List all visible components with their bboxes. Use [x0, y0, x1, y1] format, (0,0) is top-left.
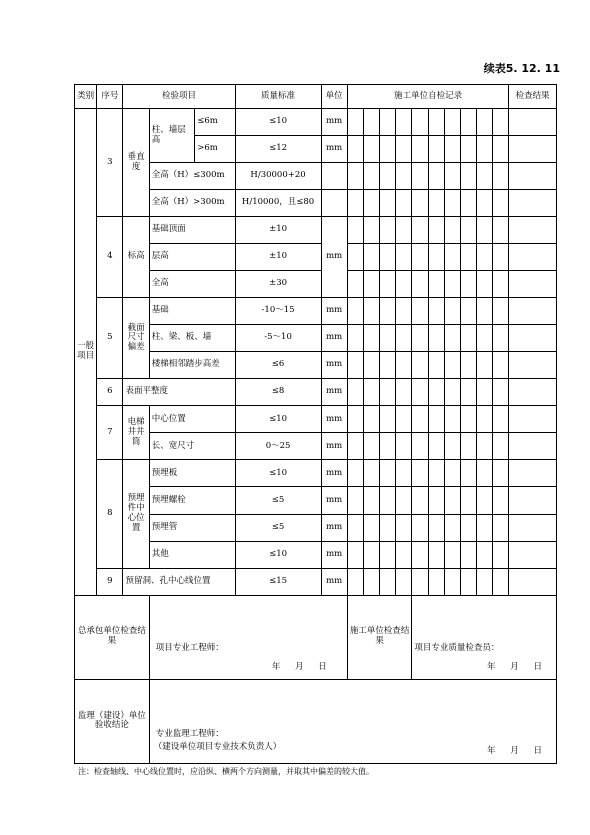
record-cell[interactable] [460, 379, 476, 406]
result-cell[interactable] [509, 514, 557, 541]
record-cell[interactable] [347, 190, 363, 217]
record-cell[interactable] [380, 433, 396, 460]
record-cell[interactable] [412, 109, 428, 136]
group-name: 电梯井井筒 [123, 406, 149, 460]
supervision-sign-area[interactable] [149, 679, 556, 763]
record-cell[interactable] [347, 514, 363, 541]
header-standard: 质量标准 [235, 85, 321, 109]
record-cell[interactable] [444, 163, 460, 190]
record-cell[interactable] [412, 298, 428, 325]
result-cell[interactable] [509, 541, 557, 568]
record-cell[interactable] [477, 325, 493, 352]
record-cell[interactable] [428, 244, 444, 271]
item-cell: 表面平整度 [123, 379, 235, 406]
record-cell[interactable] [428, 460, 444, 487]
unit-cell: mm [321, 541, 347, 568]
record-cell[interactable] [363, 406, 379, 433]
result-cell[interactable] [509, 352, 557, 379]
header-record: 施工单位自检记录 [347, 85, 509, 109]
record-cell[interactable] [493, 271, 509, 298]
record-cell[interactable] [380, 136, 396, 163]
unit-cell: mm [321, 217, 347, 298]
record-cell[interactable] [477, 487, 493, 514]
construction-inspector-label: 项目专业质量检查员： [414, 642, 500, 653]
record-cell[interactable] [428, 190, 444, 217]
record-cell[interactable] [363, 460, 379, 487]
result-cell[interactable] [509, 217, 557, 244]
standard-cell: ≤8 [235, 379, 321, 406]
record-cell[interactable] [412, 244, 428, 271]
record-cell[interactable] [460, 298, 476, 325]
record-cell[interactable] [477, 271, 493, 298]
record-cell[interactable] [477, 514, 493, 541]
unit-cell: mm [321, 433, 347, 460]
record-cell[interactable] [428, 298, 444, 325]
record-cell[interactable] [396, 217, 412, 244]
signoff-row-supervision [75, 679, 557, 763]
record-cell[interactable] [412, 514, 428, 541]
record-cell[interactable] [444, 109, 460, 136]
group-name: 预埋件中心位置 [123, 460, 149, 568]
standard-cell: ±10 [235, 244, 321, 271]
result-cell[interactable] [509, 163, 557, 190]
record-cell[interactable] [380, 244, 396, 271]
record-cell[interactable] [412, 352, 428, 379]
record-cell[interactable] [347, 109, 363, 136]
record-cell[interactable] [493, 109, 509, 136]
record-cell[interactable] [363, 379, 379, 406]
record-cell[interactable] [380, 109, 396, 136]
record-cell[interactable] [347, 163, 363, 190]
record-cell[interactable] [444, 136, 460, 163]
item-cell: 中心位置 [149, 406, 235, 433]
record-cell[interactable] [444, 406, 460, 433]
record-cell[interactable] [363, 244, 379, 271]
record-cell[interactable] [477, 406, 493, 433]
header-item: 检验项目 [123, 85, 235, 109]
record-cell[interactable] [380, 541, 396, 568]
unit-cell: mm [321, 379, 347, 406]
record-cell[interactable] [428, 163, 444, 190]
standard-cell: -5～10 [235, 325, 321, 352]
group-no: 7 [97, 406, 123, 460]
record-cell[interactable] [428, 487, 444, 514]
record-cell[interactable] [412, 460, 428, 487]
record-cell[interactable] [444, 217, 460, 244]
record-cell[interactable] [363, 109, 379, 136]
record-cell[interactable] [477, 460, 493, 487]
record-cell[interactable] [460, 136, 476, 163]
unit-cell: mm [321, 136, 347, 163]
table-row [75, 217, 557, 244]
record-cell[interactable] [380, 217, 396, 244]
result-cell[interactable] [509, 433, 557, 460]
record-cell[interactable] [428, 271, 444, 298]
general-contractor-sign-area[interactable] [149, 595, 347, 679]
record-cell[interactable] [347, 352, 363, 379]
item-cell: 基础 [149, 298, 235, 325]
record-cell[interactable] [493, 298, 509, 325]
record-cell[interactable] [460, 325, 476, 352]
record-cell[interactable] [396, 298, 412, 325]
record-cell[interactable] [412, 379, 428, 406]
record-cell[interactable] [428, 433, 444, 460]
standard-cell: ≤12 [235, 136, 321, 163]
record-cell[interactable] [347, 541, 363, 568]
record-cell[interactable] [444, 298, 460, 325]
item-cell: 全高（H）>300m [149, 190, 235, 217]
standard-cell: ≤10 [235, 109, 321, 136]
group-no: 8 [97, 460, 123, 568]
general-contractor-engineer-label: 项目专业工程师： [155, 642, 224, 653]
record-cell[interactable] [444, 433, 460, 460]
record-cell[interactable] [396, 352, 412, 379]
record-cell[interactable] [477, 568, 493, 595]
record-cell[interactable] [363, 298, 379, 325]
record-cell[interactable] [363, 541, 379, 568]
result-cell[interactable] [509, 568, 557, 595]
header-result: 检查结果 [509, 85, 557, 109]
record-cell[interactable] [412, 190, 428, 217]
standard-cell: H/30000+20 [235, 163, 321, 190]
record-cell[interactable] [380, 514, 396, 541]
result-cell[interactable] [509, 379, 557, 406]
result-cell[interactable] [509, 460, 557, 487]
record-cell[interactable] [363, 217, 379, 244]
record-cell[interactable] [460, 190, 476, 217]
record-cell[interactable] [477, 163, 493, 190]
record-cell[interactable] [493, 514, 509, 541]
record-cell[interactable] [477, 352, 493, 379]
result-cell[interactable] [509, 487, 557, 514]
record-cell[interactable] [428, 541, 444, 568]
general-contractor-label: 总承包单位检查结果 [75, 595, 150, 679]
record-cell[interactable] [493, 217, 509, 244]
record-cell[interactable] [412, 541, 428, 568]
result-cell[interactable] [509, 136, 557, 163]
header-unit: 单位 [321, 85, 347, 109]
record-cell[interactable] [428, 514, 444, 541]
supervision-label: 监理（建设）单位验收结论 [75, 679, 150, 763]
record-cell[interactable] [363, 514, 379, 541]
record-cell[interactable] [477, 190, 493, 217]
record-cell[interactable] [363, 568, 379, 595]
record-cell[interactable] [444, 514, 460, 541]
record-cell[interactable] [460, 163, 476, 190]
record-cell[interactable] [493, 406, 509, 433]
standard-cell: ≤10 [235, 406, 321, 433]
record-cell[interactable] [428, 109, 444, 136]
record-cell[interactable] [444, 379, 460, 406]
table-row [75, 109, 557, 136]
item-cell: >6m [195, 136, 235, 163]
table-row [75, 379, 557, 406]
record-cell[interactable] [380, 163, 396, 190]
record-cell[interactable] [444, 352, 460, 379]
record-cell[interactable] [428, 217, 444, 244]
item-cell: 长、宽尺寸 [149, 433, 235, 460]
record-cell[interactable] [477, 244, 493, 271]
result-cell[interactable] [509, 325, 557, 352]
standard-cell: ±10 [235, 217, 321, 244]
supervision-note: （建设单位项目专业技术负责人） [153, 742, 282, 753]
record-cell[interactable] [493, 190, 509, 217]
record-cell[interactable] [460, 568, 476, 595]
record-cell[interactable] [396, 379, 412, 406]
unit-cell: mm [321, 460, 347, 487]
record-cell[interactable] [477, 433, 493, 460]
record-cell[interactable] [444, 271, 460, 298]
record-cell[interactable] [428, 325, 444, 352]
standard-cell: -10～15 [235, 298, 321, 325]
record-cell[interactable] [396, 190, 412, 217]
record-cell[interactable] [347, 379, 363, 406]
record-cell[interactable] [412, 163, 428, 190]
item-cell: 楼梯相邻踏步高差 [149, 352, 235, 379]
record-cell[interactable] [396, 163, 412, 190]
record-cell[interactable] [460, 217, 476, 244]
record-cell[interactable] [396, 568, 412, 595]
record-cell[interactable] [477, 298, 493, 325]
result-cell[interactable] [509, 244, 557, 271]
item-cell: 预留洞、孔中心线位置 [123, 568, 235, 595]
table-row [75, 568, 557, 595]
group-no: 5 [97, 298, 123, 379]
supervision-engineer-label: 专业监理工程师： [155, 728, 224, 739]
record-cell[interactable] [363, 487, 379, 514]
construction-date: 年 月 日 [487, 661, 548, 672]
record-cell[interactable] [460, 109, 476, 136]
record-cell[interactable] [380, 568, 396, 595]
record-cell[interactable] [347, 136, 363, 163]
record-cell[interactable] [444, 460, 460, 487]
unit-cell: mm [321, 325, 347, 352]
record-cell[interactable] [428, 136, 444, 163]
item-cell: 预埋螺栓 [149, 487, 235, 514]
result-cell[interactable] [509, 271, 557, 298]
record-cell[interactable] [396, 541, 412, 568]
group-name: 垂直度 [123, 109, 149, 217]
item-cell: 全高（H）≤300m [149, 163, 235, 190]
unit-cell: mm [321, 514, 347, 541]
record-cell[interactable] [363, 190, 379, 217]
record-cell[interactable] [428, 406, 444, 433]
record-cell[interactable] [460, 433, 476, 460]
record-cell[interactable] [347, 568, 363, 595]
record-cell[interactable] [477, 109, 493, 136]
record-cell[interactable] [460, 244, 476, 271]
record-cell[interactable] [396, 460, 412, 487]
subgroup-name: 柱、墙层高 [149, 109, 194, 163]
table-row [75, 406, 557, 433]
header-category: 类别 [75, 85, 97, 109]
item-cell: 层高 [149, 244, 235, 271]
record-cell[interactable] [347, 433, 363, 460]
group-no: 4 [97, 217, 123, 298]
record-cell[interactable] [412, 136, 428, 163]
record-cell[interactable] [363, 163, 379, 190]
standard-cell: ≤5 [235, 487, 321, 514]
record-cell[interactable] [493, 433, 509, 460]
header-seq: 序号 [97, 85, 123, 109]
record-cell[interactable] [493, 568, 509, 595]
record-cell[interactable] [493, 325, 509, 352]
result-cell[interactable] [509, 190, 557, 217]
record-cell[interactable] [396, 487, 412, 514]
page-title: 续表5. 12. 11 [483, 62, 560, 75]
record-cell[interactable] [444, 541, 460, 568]
record-cell[interactable] [493, 460, 509, 487]
item-cell: 预埋管 [149, 514, 235, 541]
record-cell[interactable] [396, 271, 412, 298]
record-cell[interactable] [380, 379, 396, 406]
item-cell: ≤6m [195, 109, 235, 136]
table-row [75, 460, 557, 487]
record-cell[interactable] [493, 541, 509, 568]
unit-cell: mm [321, 487, 347, 514]
record-cell[interactable] [412, 271, 428, 298]
result-cell[interactable] [509, 406, 557, 433]
record-cell[interactable] [380, 406, 396, 433]
item-cell: 柱、梁、板、墙 [149, 325, 235, 352]
record-cell[interactable] [460, 514, 476, 541]
record-cell[interactable] [493, 163, 509, 190]
standard-cell: ≤6 [235, 352, 321, 379]
signoff-row-contractor [75, 595, 557, 679]
record-cell[interactable] [363, 325, 379, 352]
record-cell[interactable] [477, 379, 493, 406]
item-cell: 全高 [149, 271, 235, 298]
unit-cell: mm [321, 352, 347, 379]
record-cell[interactable] [363, 271, 379, 298]
result-cell[interactable] [509, 298, 557, 325]
unit-cell: mm [321, 406, 347, 433]
record-cell[interactable] [363, 352, 379, 379]
record-cell[interactable] [380, 487, 396, 514]
unit-cell: mm [321, 298, 347, 325]
standard-cell: H/10000，且≤80 [235, 190, 321, 217]
record-cell[interactable] [347, 244, 363, 271]
record-cell[interactable] [347, 271, 363, 298]
supervision-date: 年 月 日 [487, 746, 548, 757]
record-cell[interactable] [444, 487, 460, 514]
record-cell[interactable] [380, 190, 396, 217]
record-cell[interactable] [460, 352, 476, 379]
record-cell[interactable] [396, 109, 412, 136]
record-cell[interactable] [380, 271, 396, 298]
record-cell[interactable] [444, 190, 460, 217]
record-cell[interactable] [477, 136, 493, 163]
record-cell[interactable] [493, 136, 509, 163]
group-no: 3 [97, 109, 123, 217]
record-cell[interactable] [460, 460, 476, 487]
record-cell[interactable] [493, 244, 509, 271]
record-cell[interactable] [396, 514, 412, 541]
record-cell[interactable] [428, 568, 444, 595]
record-cell[interactable] [347, 298, 363, 325]
inspection-table [74, 84, 557, 764]
standard-cell: 0～25 [235, 433, 321, 460]
record-cell[interactable] [493, 379, 509, 406]
header-row [75, 85, 557, 109]
group-no: 6 [97, 379, 123, 406]
record-cell[interactable] [460, 271, 476, 298]
standard-cell: ±30 [235, 271, 321, 298]
item-cell: 其他 [149, 541, 235, 568]
general-contractor-date: 年 月 日 [271, 661, 333, 672]
record-cell[interactable] [493, 352, 509, 379]
footnote: 注：检查轴线、中心线位置时，应沿纵、横两个方向测量，并取其中偏差的较大值。 [78, 767, 374, 776]
record-cell[interactable] [380, 298, 396, 325]
record-cell[interactable] [380, 460, 396, 487]
record-cell[interactable] [396, 244, 412, 271]
record-cell[interactable] [396, 136, 412, 163]
record-cell[interactable] [428, 352, 444, 379]
standard-cell: ≤5 [235, 514, 321, 541]
construction-sign-area[interactable] [412, 595, 557, 679]
category-general: 一般项目 [75, 109, 97, 596]
record-cell[interactable] [444, 244, 460, 271]
record-cell[interactable] [396, 325, 412, 352]
record-cell[interactable] [380, 352, 396, 379]
record-cell[interactable] [347, 217, 363, 244]
record-cell[interactable] [412, 406, 428, 433]
record-cell[interactable] [412, 568, 428, 595]
record-cell[interactable] [412, 433, 428, 460]
record-cell[interactable] [412, 217, 428, 244]
record-cell[interactable] [396, 433, 412, 460]
standard-cell: ≤10 [235, 541, 321, 568]
group-no: 9 [97, 568, 123, 595]
record-cell[interactable] [380, 325, 396, 352]
record-cell[interactable] [460, 541, 476, 568]
group-name: 标高 [123, 217, 149, 298]
record-cell[interactable] [444, 568, 460, 595]
record-cell[interactable] [444, 325, 460, 352]
table-row [75, 298, 557, 325]
item-cell: 预埋板 [149, 460, 235, 487]
record-cell[interactable] [412, 487, 428, 514]
record-cell[interactable] [477, 541, 493, 568]
record-cell[interactable] [347, 487, 363, 514]
group-name: 截面尺寸偏差 [123, 298, 149, 379]
unit-cell: mm [321, 568, 347, 595]
record-cell[interactable] [363, 433, 379, 460]
record-cell[interactable] [347, 460, 363, 487]
record-cell[interactable] [428, 379, 444, 406]
result-cell[interactable] [509, 109, 557, 136]
record-cell[interactable] [347, 406, 363, 433]
record-cell[interactable] [460, 487, 476, 514]
record-cell[interactable] [493, 487, 509, 514]
standard-cell: ≤15 [235, 568, 321, 595]
record-cell[interactable] [477, 217, 493, 244]
standard-cell: ≤10 [235, 460, 321, 487]
record-cell[interactable] [363, 136, 379, 163]
item-cell: 基础顶面 [149, 217, 235, 244]
record-cell[interactable] [347, 325, 363, 352]
record-cell[interactable] [412, 325, 428, 352]
record-cell[interactable] [396, 406, 412, 433]
unit-cell: mm [321, 109, 347, 136]
construction-label: 施工单位检查结果 [347, 595, 412, 679]
record-cell[interactable] [460, 406, 476, 433]
